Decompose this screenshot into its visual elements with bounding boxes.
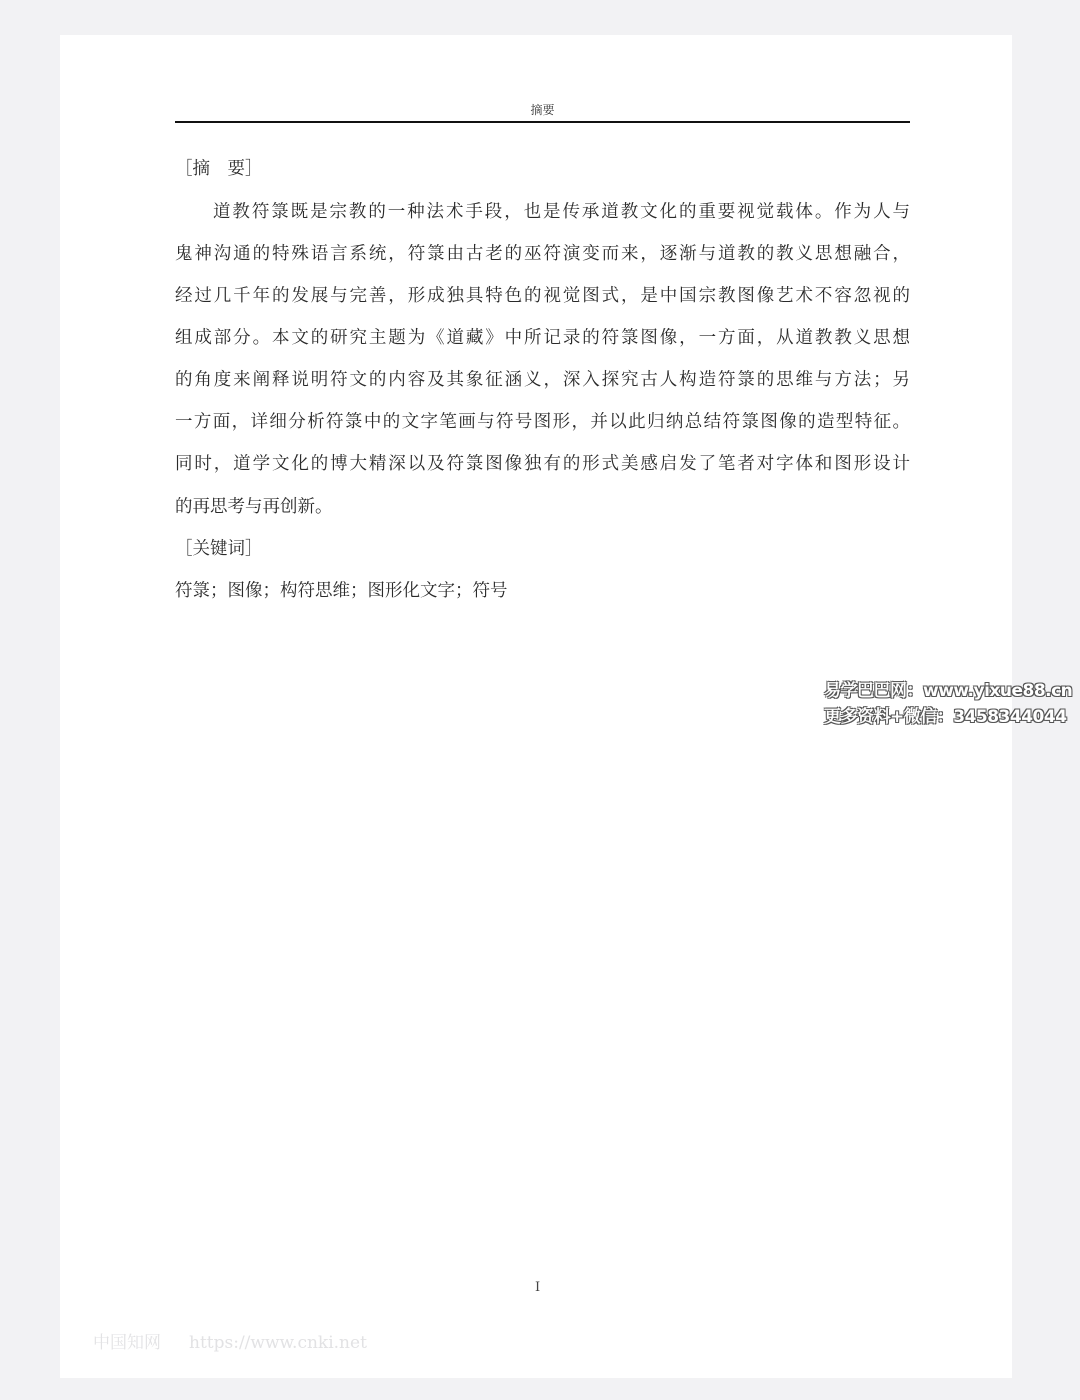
abstract-line: 组成部分。本文的研究主题为《道藏》中所记录的符箓图像，一方面，从道教教义思想 — [175, 328, 910, 348]
abstract-line: 道教符箓既是宗教的一种法术手段，也是传承道教文化的重要视觉载体。作为人与 — [213, 202, 910, 222]
abstract-line: 的角度来阐释说明符文的内容及其象征涵义，深入探究古人构造符箓的思维与方法；另 — [175, 370, 910, 390]
abstract-line: 的再思考与再创新。 — [175, 497, 333, 517]
abstract-label: ［摘 要］ — [175, 159, 263, 179]
abstract-line: 经过几千年的发展与完善，形成独具特色的视觉图式，是中国宗教图像艺术不容忽视的 — [175, 286, 910, 306]
abstract-line: 同时，道学文化的博大精深以及符箓图像独有的形式美感启发了笔者对字体和图形设计 — [175, 454, 910, 474]
overlay-watermark-line2: 更多资料+微信：3458344044 — [824, 707, 1067, 727]
header-rule — [175, 121, 910, 123]
keywords-text: 符箓；图像；构符思维；图形化文字；符号 — [175, 581, 508, 601]
page-number: I — [535, 1280, 541, 1295]
abstract-line: 鬼神沟通的特殊语言系统，符箓由古老的巫符演变而来，逐渐与道教的教义思想融合， — [175, 244, 910, 264]
running-header: 摘要 — [530, 103, 555, 117]
cnki-url: https://www.cnki.net — [189, 1333, 367, 1353]
abstract-line: 一方面，详细分析符箓中的文字笔画与符号图形，并以此归纳总结符箓图像的造型特征。 — [175, 412, 910, 432]
overlay-watermark-line1: 易学巴巴网：www.yixue88.cn — [824, 681, 1073, 701]
cnki-watermark — [93, 1328, 395, 1353]
cnki-logo: 中国知网 — [93, 1333, 161, 1353]
keywords-label: ［关键词］ — [175, 539, 263, 559]
